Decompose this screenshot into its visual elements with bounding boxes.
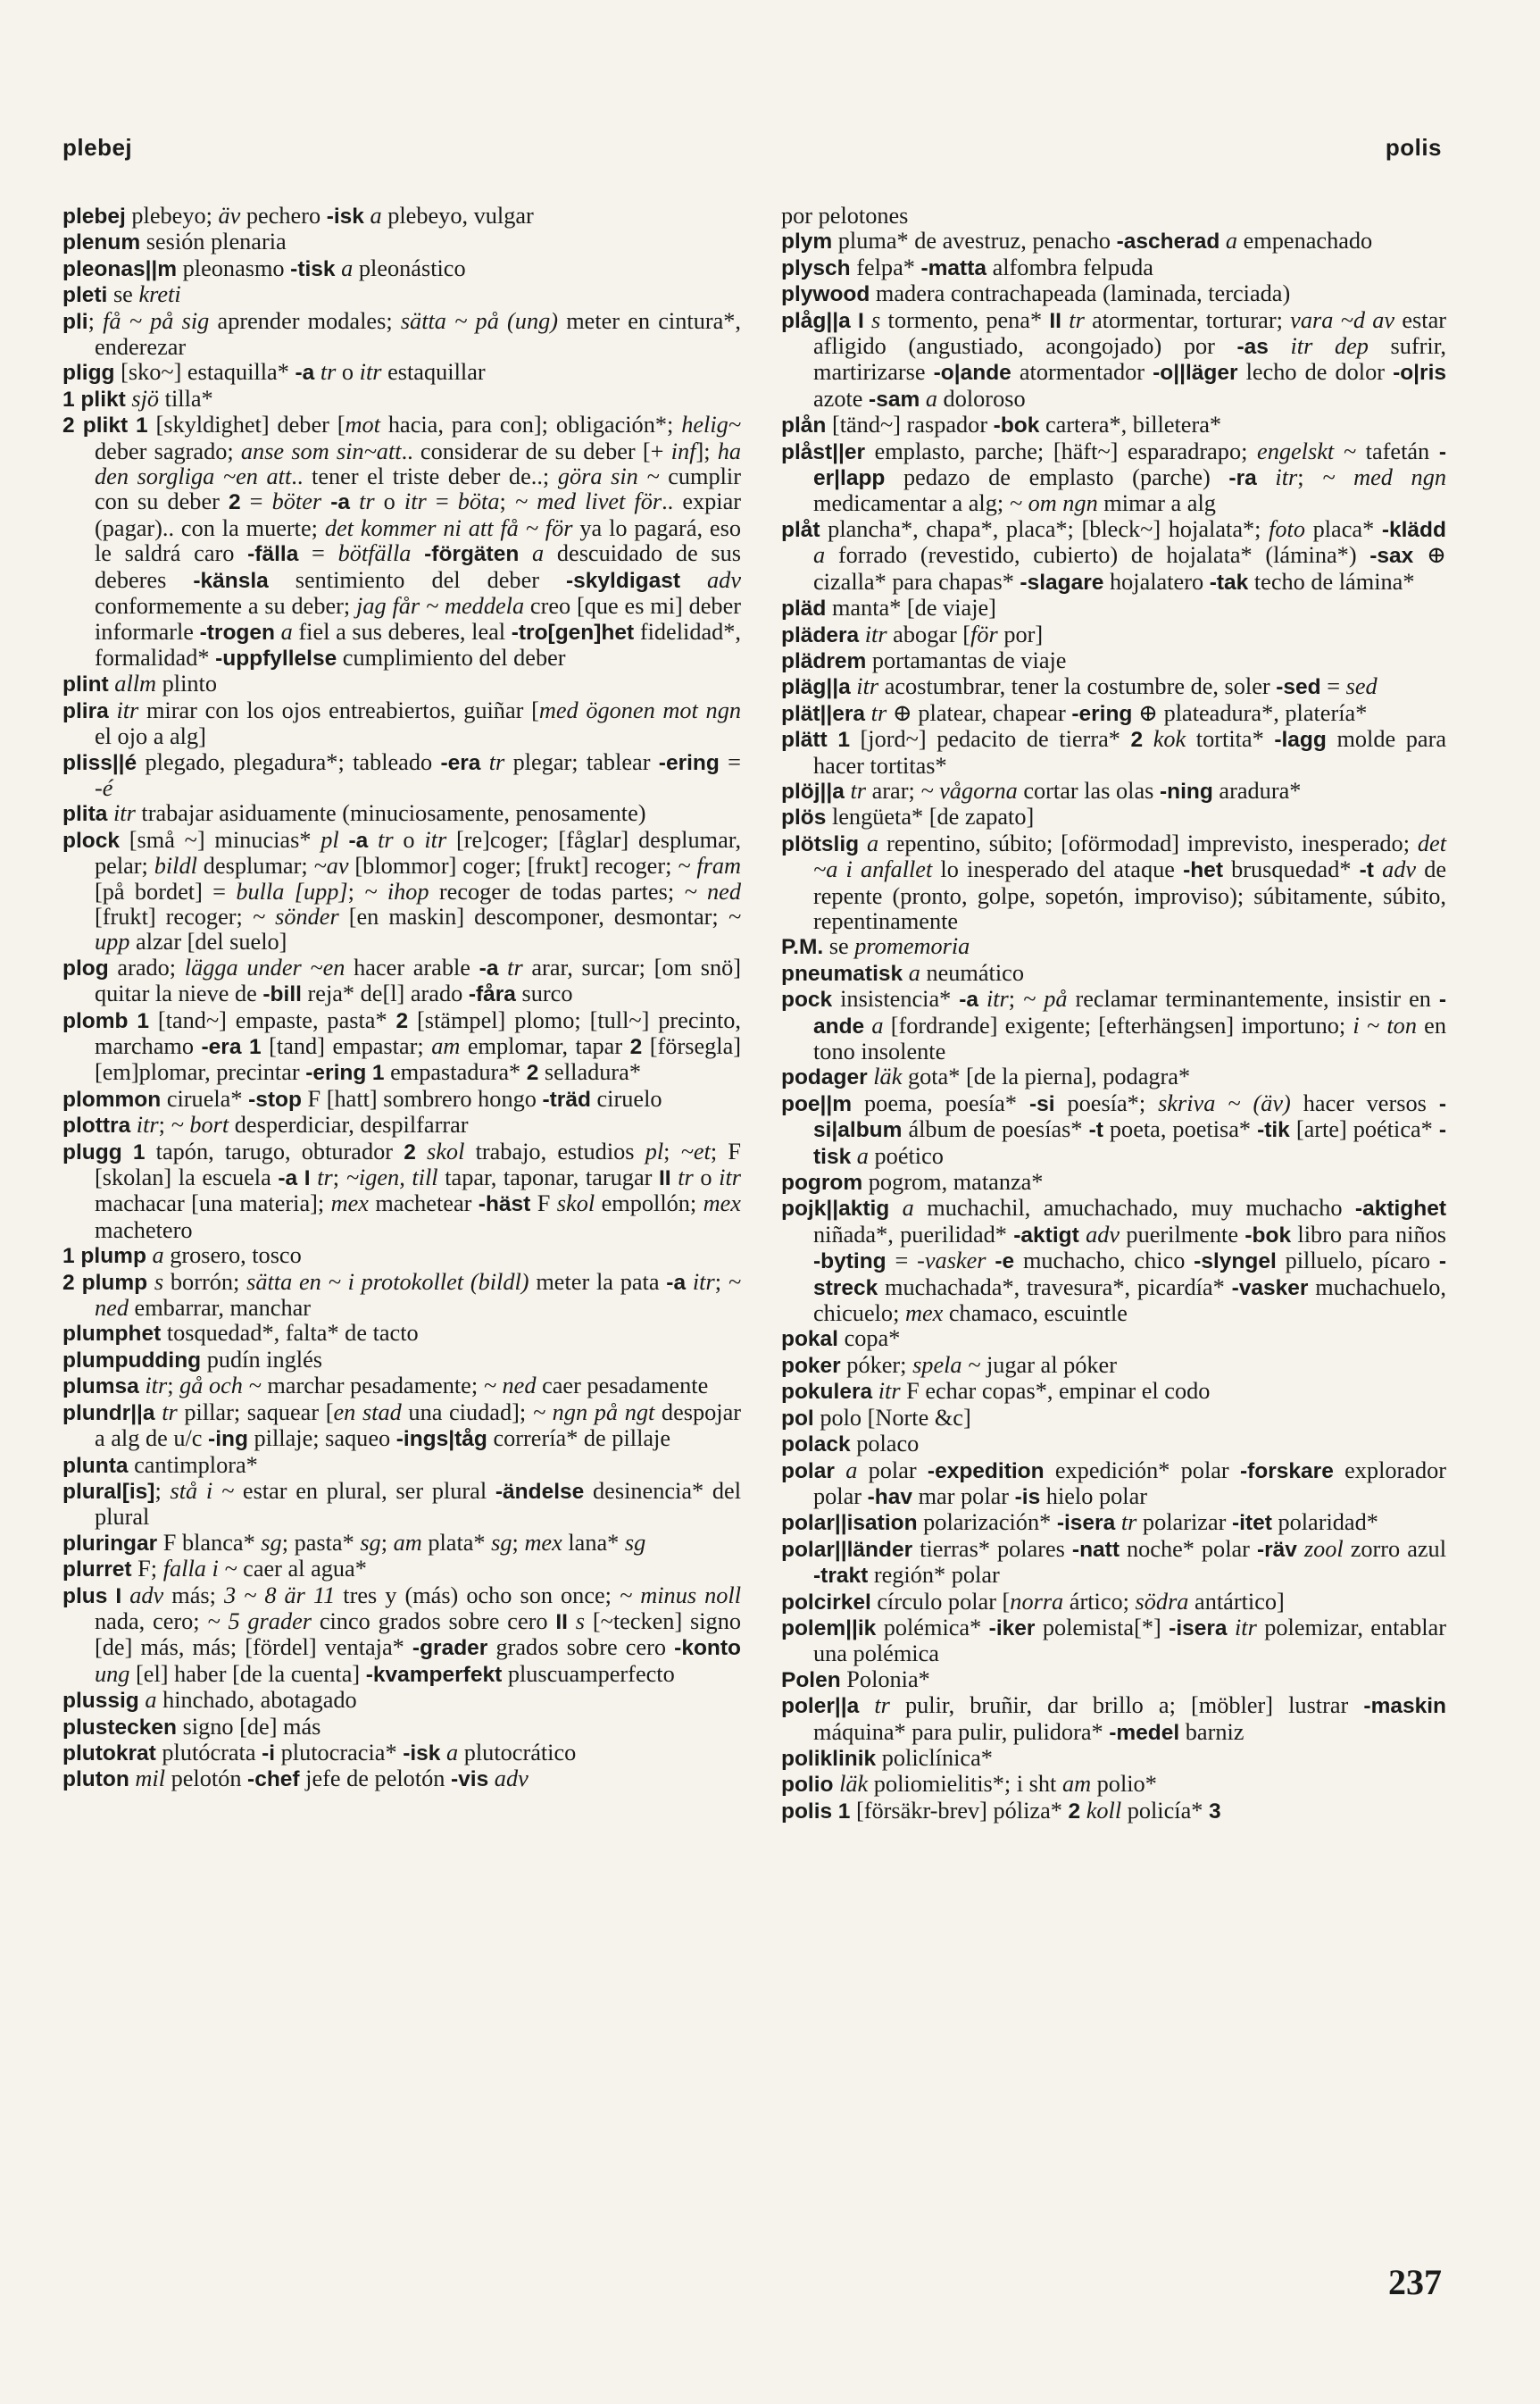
- dictionary-entry: podager läk gota* [de la pierna], podagra*: [781, 1064, 1191, 1090]
- dictionary-entry: pliss||é plegado, plegadura*; tableado -era tr plegar; tablear -ering = -é: [62, 748, 741, 801]
- dictionary-entry: plural[is]; stå i ~ estar en plural, ser plural -ändelse desinencia* del plural: [62, 1477, 741, 1531]
- running-head-left: plebej: [62, 134, 133, 161]
- dictionary-entry: Polen Polonia*: [781, 1665, 930, 1692]
- dictionary-entry: plumpudding pudín inglés: [62, 1346, 322, 1373]
- dictionary-entry: plåg||a I s tormento, pena* II tr atormentar, torturar; vara ~d av estar afligido (angustiado, acongojado) por -as itr dep sufrir, martirizarse -o|ande atormentador -o||läger lecho de dolor -o|ris azote -sam a doloroso: [781, 306, 1447, 412]
- dictionary-entry: plumphet tosquedad*, falta* de tacto: [62, 1320, 419, 1347]
- dictionary-entry: plita itr trabajar asiduamente (minuciosamente, penosamente): [62, 800, 646, 827]
- dictionary-entry: plock [små ~] minucias* pl -a tr o itr [re]coger; [fåglar] desplumar, pelar; bildl desplumar; ~av [blommor] coger; [frukt] recoger; ~ fram [på bordet] = bulla [upp]; ~ ihop recoger de todas partes; ~ ned [frukt] recoger; ~ sönder [en maskin] descomponer, desmontar; ~ upp alzar [del suelo]: [62, 826, 742, 956]
- dictionary-entry: poe||m poema, poesía* -si poesía*; skriva ~ (äv) hacer versos -si|album álbum de poesías* -t poeta, poetisa* -tik [arte] poética* -tisk a poético: [781, 1089, 1446, 1169]
- dictionary-entry: plån [tänd~] raspador -bok cartera*, billetera*: [781, 412, 1222, 438]
- right-column: [781, 204, 1446, 1824]
- dictionary-entry: pokal copa*: [781, 1325, 901, 1352]
- dictionary-entry: plundr||a tr pillar; saquear [en stad una ciudad]; ~ ngn på ngt despojar a alg de u/c -ing pillaje; saqueo -ings|tåg correría* de pillaje: [62, 1398, 742, 1452]
- dictionary-entry: plywood madera contrachapeada (laminada, terciada): [781, 280, 1291, 307]
- dictionary-entry: plädera itr abogar [för por]: [781, 621, 1044, 647]
- dictionary-entry: pleti se kreti: [62, 281, 181, 308]
- dictionary-entry: plebej plebeyo; äv pechero -isk a plebeyo, vulgar: [62, 203, 534, 229]
- dictionary-entry: polack polaco: [781, 1431, 920, 1457]
- dictionary-entry: plustecken signo [de] más: [62, 1713, 321, 1740]
- dictionary-entry: poker póker; spela ~ jugar al póker: [781, 1351, 1117, 1378]
- dictionary-entry: plåt plancha*, chapa*, placa*; [bleck~] hojalata*; foto placa* -klädd a forrado (revestido, cubierto) de hojalata* (lámina*) -sax ⊕ cizalla* para chapas* -slagare hojalatero -tak techo de lámina*: [781, 515, 1447, 595]
- dictionary-entry: plät||era tr ⊕ platear, chapear -ering ⊕ plateadura*, platería*: [781, 699, 1368, 726]
- dictionary-entry: plysch felpa* -matta alfombra felpuda: [781, 254, 1153, 280]
- dictionary-entry: 1 plikt sjö tilla*: [62, 385, 213, 412]
- dictionary-entry: plurret F; falla i ~ caer al agua*: [62, 1556, 367, 1582]
- dictionary-entry: pläd manta* [de viaje]: [781, 595, 996, 622]
- page-number: 237: [1388, 2262, 1442, 2302]
- dictionary-entry: pluringar F blanca* sg; pasta* sg; am plata* sg; mex lana* sg: [62, 1529, 646, 1556]
- dictionary-entry: polio läk poliomielitis*; i sht am polio*: [781, 1771, 1157, 1798]
- dictionary-entry: plus I adv más; 3 ~ 8 är 11 tres y (más) ocho son once; ~ minus noll nada, cero; ~ 5 grader cinco grados sobre cero II s [~tecken] signo [de] más, más; [fördel] ventaja* -grader grados sobre cero -konto ung [el] haber [de la cuenta] -kvamperfekt pluscuamperfecto: [62, 1582, 742, 1687]
- dictionary-entry: plåst||er emplasto, parche; [häft~] esparadrapo; engelskt ~ tafetán -er|lapp pedazo de emplasto (parche) -ra itr; ~ med ngn medicamentar a alg; ~ om ngn mimar a alg: [781, 438, 1446, 517]
- dictionary-entry: plomb 1 [tand~] empaste, pasta* 2 [stämpel] plomo; [tull~] precinto, marchamo -era 1 [tand] empastar; am emplomar, tapar 2 [försegla] [em]plomar, precintar -ering 1 empastadura* 2 selladura*: [62, 1006, 742, 1086]
- dictionary-entry: plym pluma* de avestruz, penacho -ascherad a empenachado: [781, 228, 1373, 255]
- dictionary-entry: polem||ik polémica* -iker polemista[*] -isera itr polemizar, entablar una polémica: [781, 1614, 1446, 1667]
- dictionary-entry: plog arado; lägga under ~en hacer arable -a tr arar, surcar; [om snö] quitar la nieve de -bill reja* de[l] arado -fåra surco: [62, 954, 742, 1007]
- dictionary-entry: pojk||aktig a muchachil, amuchachado, muy muchacho -aktighet niñada*, puerilidad* -aktigt adv puerilmente -bok libro para niños -byting = -vasker -e muchacho, chico -slyngel pilluelo, pícaro -streck muchachada*, travesura*, picardía* -vasker muchachuelo, chicuelo; mex chamaco, escuintle: [781, 1195, 1447, 1327]
- dictionary-entry: plussig a hinchado, abotagado: [62, 1687, 357, 1714]
- dictionary-entry: pli; få ~ på sig aprender modales; sätta ~ på (ung) meter en cintura*, enderezar: [62, 307, 741, 361]
- dictionary-entry: plutokrat plutócrata -i plutocracia* -isk a plutocrático: [62, 1739, 577, 1765]
- dictionary-entry: plommon ciruela* -stop F [hatt] sombrero hongo -träd ciruelo: [62, 1085, 662, 1112]
- dictionary-entry: pol polo [Norte &c]: [781, 1404, 971, 1431]
- dictionary-entry: pligg [sko~] estaquilla* -a tr o itr estaquillar: [62, 359, 486, 386]
- dictionary-entry: pokulera itr F echar copas*, empinar el codo: [781, 1378, 1211, 1405]
- dictionary-entry: poliklinik policlínica*: [781, 1744, 993, 1771]
- dictionary-entry: polar||isation polarización* -isera tr polarizar -itet polaridad*: [781, 1509, 1378, 1536]
- running-head-right: polis: [1385, 134, 1442, 161]
- dictionary-entry: plenum sesión plenaria: [62, 229, 287, 255]
- dictionary-entry: P.M. se promemoria: [781, 933, 970, 960]
- dictionary-entry: plös lengüeta* [de zapato]: [781, 804, 1035, 831]
- dictionary-entry: 2 plikt 1 [skyldighet] deber [mot hacia, para con]; obligación*; helig~ deber sagrado; anse som sin~att.. considerar de su deber [+ inf]; ha den sorgliga ~en att.. tener el triste deber de..; göra sin ~ cumplir con su deber 2 = böter -a tr o itr = böta; ~ med livet för.. expiar (pagar).. con la muerte; det kommer ni att få ~ för ya lo pagará, eso le saldrá caro -fälla = bötfälla -förgäten a descuidado de sus deberes -känsla sentimiento del deber -skyldigast adv conformemente a su deber; jag får ~ meddela creo [que es mi] deber informarle -trogen a fiel a sus deberes, leal -tro[gen]het fidelidad*, formalidad* -uppfyllelse cumplimiento del deber: [62, 412, 742, 671]
- dictionary-entry: pneumatisk a neumático: [781, 959, 1024, 986]
- dictionary-entry: pluton mil pelotón -chef jefe de pelotón -vis adv: [62, 1765, 529, 1792]
- dictionary-entry: 1 plump a grosero, tosco: [62, 1242, 302, 1269]
- dictionary-entry: polis 1 [försäkr-brev] póliza* 2 koll policía* 3: [781, 1797, 1221, 1824]
- dictionary-entry: por pelotones: [781, 203, 909, 229]
- dictionary-entry: plint allm plinto: [62, 671, 218, 697]
- dictionary-entry: pleonas||m pleonasmo -tisk a pleonástico: [62, 255, 466, 281]
- dictionary-entry: plottra itr; ~ bort desperdiciar, despilfarrar: [62, 1112, 469, 1139]
- left-column: [62, 204, 741, 1793]
- dictionary-entry: 2 plump s borrón; sätta en ~ i protokollet (bildl) meter la pata -a itr; ~ ned embarrar, manchar: [62, 1268, 742, 1322]
- dictionary-entry: plädrem portamantas de viaje: [781, 647, 1067, 673]
- dictionary-entry: plöj||a tr arar; ~ vågorna cortar las olas -ning aradura*: [781, 777, 1302, 804]
- dictionary-entry: plätt 1 [jord~] pedacito de tierra* 2 kok tortita* -lagg molde para hacer tortitas*: [781, 726, 1447, 779]
- dictionary-entry: pläg||a itr acostumbrar, tener la costumbre de, soler -sed = sed: [781, 673, 1378, 700]
- dictionary-entry: plugg 1 tapón, tarugo, obturador 2 skol trabajo, estudios pl; ~et; F [skolan] la escuela -a I tr; ~igen, till tapar, taponar, tarugar II tr o itr machacar [una materia]; mex machetear -häst F skol empollón; mex machetero: [62, 1138, 742, 1243]
- dictionary-entry: pogrom pogrom, matanza*: [781, 1169, 1044, 1196]
- dictionary-entry: plira itr mirar con los ojos entreabiertos, guiñar [med ögonen mot ngn el ojo a alg]: [62, 697, 741, 750]
- dictionary-entry: pock insistencia* -a itr; ~ på reclamar terminantemente, insistir en -ande a [fordrande] exigente; [efterhängsen] importuno; i ~ ton en tono insolente: [781, 986, 1446, 1064]
- dictionary-entry: plunta cantimplora*: [62, 1451, 258, 1478]
- dictionary-entry: plumsa itr; gå och ~ marchar pesadamente; ~ ned caer pesadamente: [62, 1373, 709, 1399]
- dictionary-entry: poler||a tr pulir, bruñir, dar brillo a; [möbler] lustrar -maskin máquina* para pulir, pulidora* -medel barniz: [781, 1692, 1446, 1745]
- dictionary-entry: polcirkel círculo polar [norra ártico; södra antártico]: [781, 1588, 1285, 1615]
- dictionary-entry: polar a polar -expedition expedición* polar -forskare explorador polar -hav mar polar -is hielo polar: [781, 1457, 1447, 1509]
- dictionary-entry: polar||länder tierras* polares -natt noche* polar -räv zool zorro azul -trakt región* polar: [781, 1535, 1446, 1589]
- dictionary-entry: plötslig a repentino, súbito; [oförmodad] imprevisto, inesperado; det ~a i anfallet lo inesperado del ataque -het brusquedad* -t adv de repente (pronto, golpe, sopetón, improviso); súbitamente, súbito, repentinamente: [781, 830, 1447, 934]
